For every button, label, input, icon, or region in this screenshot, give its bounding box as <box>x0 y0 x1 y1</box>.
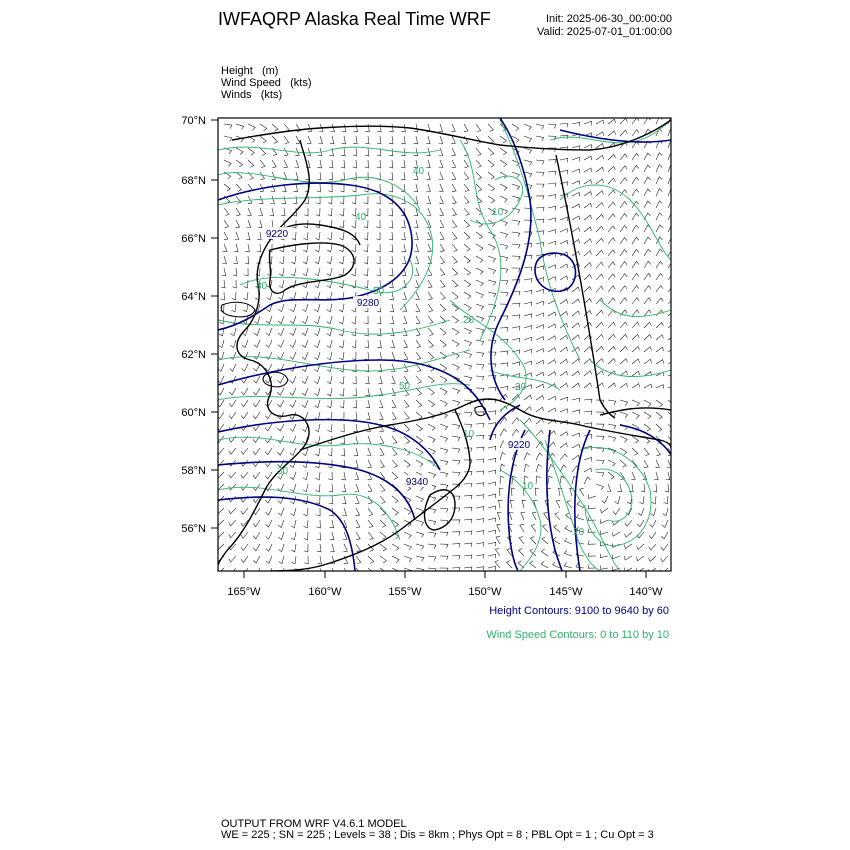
field-name: Winds <box>221 89 252 101</box>
lat-axis <box>181 115 218 535</box>
wind-contour-label: 30 <box>277 466 289 477</box>
lon-tick-label: 165°W <box>227 586 261 598</box>
height-contour-label: 9220 <box>265 229 289 240</box>
field-name: Height <box>221 65 253 77</box>
map-plot-area <box>217 117 676 577</box>
field-unit: (kts) <box>290 77 312 89</box>
height-contour-label: 9280 <box>356 298 380 309</box>
model-info: OUTPUT FROM WRF V4.6.1 MODEL <box>221 818 407 830</box>
wind-contour-label: 20 <box>463 315 475 326</box>
lon-tick-label: 145°W <box>549 586 583 598</box>
wind-contour-label: 10 <box>492 207 504 218</box>
model-settings: WE = 225 ; SN = 225 ; Levels = 38 ; Dis = 8km ; Phys Opt = 8 ; PBL Opt = 1 ; Cu Opt = 3 <box>221 829 654 841</box>
lat-tick-label: 66°N <box>181 233 206 245</box>
field-unit: (m) <box>261 65 279 77</box>
lon-tick-label: 140°W <box>629 586 663 598</box>
lat-tick-label: 70°N <box>181 115 206 127</box>
wind-contour-label: 20 <box>515 382 527 393</box>
wind-contour-label: 50 <box>373 286 385 297</box>
field-unit: (kts) <box>260 89 283 101</box>
height-contour-legend: Height Contours: 9100 to 9640 by 60 <box>489 605 669 617</box>
init-time: Init: 2025-06-30_00:00:00 <box>546 13 672 25</box>
height-contour-label: 9220 <box>507 440 531 451</box>
valid-time: Valid: 2025-07-01_01:00:00 <box>537 26 672 38</box>
lat-tick-label: 58°N <box>181 465 206 477</box>
lat-tick-label: 64°N <box>181 291 206 303</box>
height-contour-label: 9340 <box>405 477 429 488</box>
map-title: IWFAQRP Alaska Real Time WRF <box>218 9 491 29</box>
wind-contour-label: 10 <box>522 481 534 492</box>
lon-tick-label: 150°W <box>468 586 502 598</box>
wind-contour-label: 40 <box>355 212 367 223</box>
lat-tick-label: 62°N <box>181 349 206 361</box>
wind-contour-label: 40 <box>413 166 425 177</box>
lat-tick-label: 60°N <box>181 407 206 419</box>
wind-contour-label: 50 <box>399 381 411 392</box>
lon-tick-label: 160°W <box>308 586 342 598</box>
wind-contour-label: 30 <box>256 281 268 292</box>
field-name: Wind Speed <box>221 77 281 89</box>
lon-tick-label: 155°W <box>388 586 422 598</box>
wind-contour-legend: Wind Speed Contours: 0 to 110 by 10 <box>486 629 669 641</box>
wind-contour-label: 10 <box>463 429 475 440</box>
lat-tick-label: 56°N <box>181 523 206 535</box>
lat-tick-label: 68°N <box>181 175 206 187</box>
wind-contour-label: 20 <box>573 527 585 538</box>
lon-axis <box>227 571 663 598</box>
